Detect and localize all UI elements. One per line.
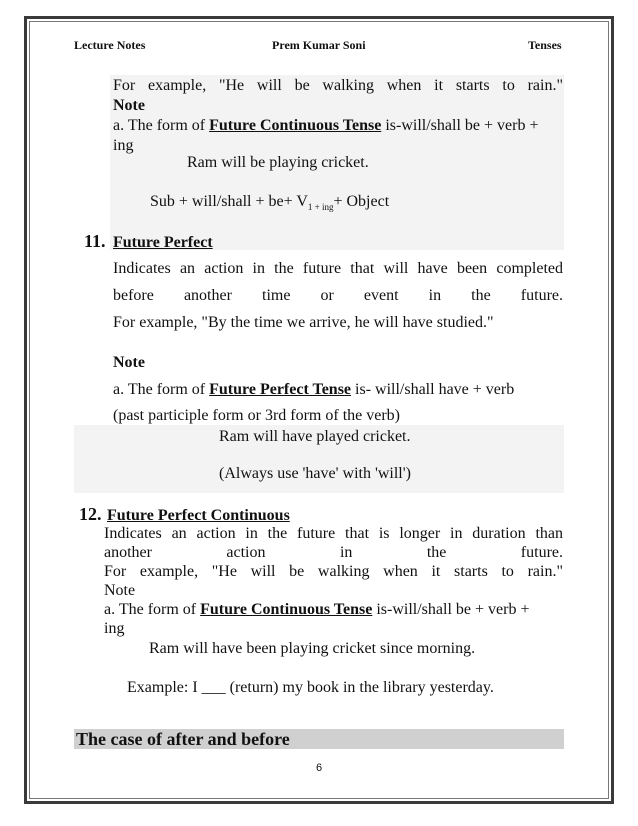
section11-desc-line1: Indicates an action in the future that will have been completed: [113, 260, 563, 277]
section12-rule-line2: ing: [104, 620, 125, 637]
header-right: Tenses: [528, 38, 562, 52]
section12-note-label: Note: [104, 582, 136, 599]
top-rule-prefix: a. The form of: [113, 117, 210, 134]
section12-example: For example, "He will be walking when it starts to rain.": [104, 563, 563, 580]
section12-number: 12.: [79, 504, 102, 524]
section11-desc-line2: before another time or event in the future.: [113, 287, 563, 304]
section11-rule-line: [113, 380, 514, 399]
header-center: Prem Kumar Soni: [272, 38, 366, 52]
section12-rule-prefix: a. The form of: [104, 601, 201, 618]
top-rule-term: Future Continuous Tense: [209, 117, 382, 134]
top-rule-line2: ing: [113, 137, 134, 154]
next-section-heading: The case of after and before: [74, 729, 564, 749]
section11-tip: (Always use 'have' with 'will'): [219, 465, 411, 482]
page-number: 6: [315, 762, 323, 774]
section11-example: For example, "By the time we arrive, he will have studied.": [113, 314, 494, 331]
section12-rule-suffix: is-will/shall be + verb +: [372, 601, 530, 618]
section12-desc-line1: Indicates an action in the future that is longer in duration than: [104, 525, 563, 542]
top-example-line: For example, "He will be walking when it starts to rain.": [113, 77, 563, 94]
section12-rule-line: [104, 600, 529, 619]
section12-sample-sentence: Ram will have been playing cricket since morning.: [149, 640, 476, 657]
section11-number: 11.: [84, 231, 106, 251]
section11-title: Future Perfect: [113, 234, 213, 251]
top-formula-subscript: 1 + ing: [307, 202, 334, 213]
top-note-label: Note: [113, 97, 145, 114]
section11-note-label: Note: [113, 354, 145, 371]
top-formula-prefix: Sub + will/shall + be+ V: [150, 193, 308, 210]
section12-exercise: Example: I ___ (return) my book in the library yesterday.: [127, 679, 494, 696]
top-formula: [150, 192, 389, 217]
section12-desc-line2: another action in the future.: [104, 544, 563, 561]
section11-rule-term: Future Perfect Tense: [209, 381, 352, 398]
header-left: Lecture Notes: [74, 38, 146, 52]
section11-sample-sentence: Ram will have played cricket.: [219, 428, 411, 445]
section12-title: Future Perfect Continuous: [107, 507, 290, 524]
top-formula-suffix: + Object: [333, 193, 390, 210]
section11-rule-line2: (past participle form or 3rd form of the verb): [113, 407, 401, 424]
section12-rule-term: Future Continuous Tense: [200, 601, 373, 618]
section11-rule-suffix: is- will/shall have + verb: [351, 381, 515, 398]
top-rule-line: [113, 116, 538, 135]
top-rule-suffix: is-will/shall be + verb +: [381, 117, 539, 134]
section11-rule-prefix: a. The form of: [113, 381, 210, 398]
top-sample-sentence: Ram will be playing cricket.: [187, 154, 369, 171]
